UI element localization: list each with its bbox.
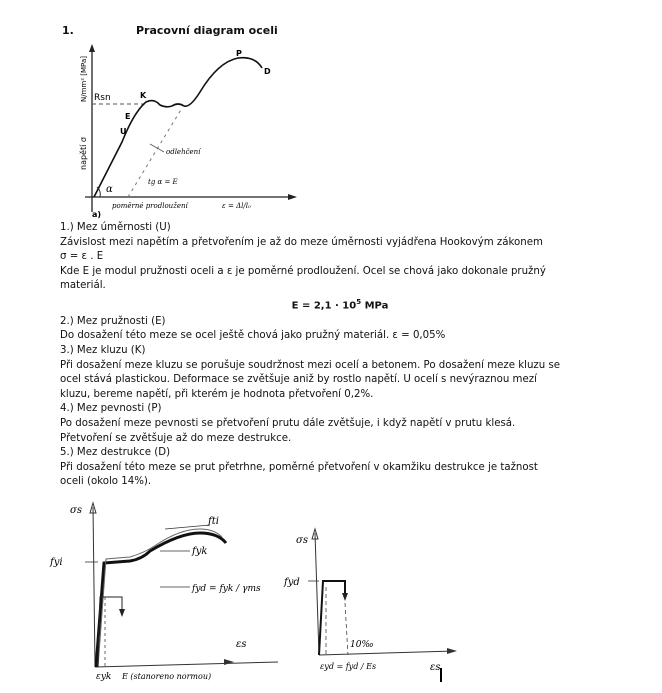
hooke-law: σ = ε . E: [60, 251, 104, 263]
x-axis-arrow: [447, 648, 457, 654]
fti-leader: [165, 525, 210, 529]
text-cursor: [440, 668, 442, 682]
e-note: E (stanoreno normou): [122, 672, 212, 681]
section-2-heading: 2.) Mez pružnosti (E): [60, 315, 166, 327]
formula-base: E = 2,1 · 10: [291, 300, 357, 312]
unloading-label: odlehčení: [166, 148, 201, 156]
eps-yd-label: εyd = fyd / Es: [320, 662, 377, 671]
limit-label: 10‰: [350, 640, 374, 650]
angle-label: α: [106, 184, 113, 195]
x-axis-label: poměrné prodloužení: [112, 202, 188, 210]
fyd-arrow: [119, 609, 125, 617]
slope-label: tg α = E: [148, 178, 178, 186]
fti-label: fti: [208, 516, 219, 527]
x-axis: [95, 662, 278, 667]
panel-label: a): [92, 210, 102, 219]
y-axis-label: napětí σ: [79, 137, 88, 170]
section-3-line: ocel stává plastickou. Deformace se zvětšuje aniž by rostlo napětí. U ocelí s nevýraznou mezí: [60, 374, 537, 386]
formula-exponent: 5: [356, 297, 362, 306]
fyd-label: fyd: [284, 577, 300, 588]
x-axis: [319, 651, 455, 655]
y-axis-label: σs: [70, 505, 82, 516]
section-3-heading: 3.) Mez kluzu (K): [60, 345, 146, 357]
design-arrow: [342, 593, 348, 601]
modulus-formula: [60, 295, 620, 314]
section-5-heading: 5.) Mez destrukce (D): [60, 447, 171, 459]
document-body: [60, 221, 620, 490]
section-5-line: Při dosažení této meze se prut přetrhne, poměrné přetvoření v okamžiku destrukce je tažnost: [60, 461, 538, 473]
section-5-line: oceli (okolo 14%).: [60, 476, 152, 488]
section-4-line: Po dosažení meze pevnosti se přetvoření prutu dále zvětšuje, i když napětí v prutu klesá.: [60, 418, 516, 430]
unloading-leader: [150, 144, 164, 152]
point-e-label: E: [125, 112, 131, 121]
design-diagram: [284, 515, 460, 685]
y-axis: [315, 533, 319, 655]
reinforcement-diagram: [50, 497, 270, 682]
point-k-label: K: [140, 91, 147, 100]
x-axis-formula: ε = Δl/l₀: [222, 202, 251, 210]
section-2-line: Do dosažení této meze se ocel ještě chová jako pružný materiál. ε = 0,05%: [60, 330, 446, 342]
section-3-line: kluzu, bereme napětí, při kterém je hodnota přetvoření 0,2%.: [60, 388, 374, 400]
section-4-heading: 4.) Mez pevnosti (P): [60, 403, 162, 415]
x-axis-label: εs: [430, 662, 441, 673]
y-axis-unit: N/mm² [MPa]: [80, 56, 88, 102]
section-1-line: Závislost mezi napětím a přetvořením je až do meze úměrnosti vyjádřena Hookovým zákonem: [60, 236, 543, 248]
section-1-line: Kde E je modul pružnosti oceli a ε je poměrné prodloužení. Ocel se chová jako dokonale pružný: [60, 265, 546, 277]
formula-unit: MPa: [361, 300, 389, 312]
y-axis-label: σs: [296, 535, 308, 546]
section-1-heading: 1.) Mez úměrnosti (U): [60, 222, 171, 233]
fyi-label: fyi: [50, 557, 63, 568]
point-u-label: U: [120, 127, 127, 136]
eps-yk-label: εyk: [96, 672, 112, 682]
limit-dashed: [345, 603, 348, 655]
fyd-label: fyd = fyk / γms: [192, 584, 261, 594]
design-curve: [319, 581, 345, 655]
section-1-line: materiál.: [60, 280, 106, 292]
section-3-line: Při dosažení meze kluzu se porušuje soudržnost mezi ocelí a betonem. Po dosažení meze kluzu se: [60, 359, 561, 371]
x-axis-arrow: [288, 194, 297, 200]
point-p-label: P: [236, 49, 242, 58]
x-axis-label: εs: [236, 639, 247, 650]
section-4-line: Přetvoření se zvětšuje až do meze destrukce.: [60, 432, 292, 444]
page-title: Pracovní diagram oceli: [136, 24, 278, 37]
fyk-label: fyk: [192, 546, 208, 557]
stress-strain-diagram: [50, 42, 300, 220]
point-d-label: D: [264, 67, 271, 76]
y-axis: [93, 507, 95, 667]
heading-number: 1.: [62, 24, 74, 37]
x-axis-arrow: [224, 659, 234, 665]
rsn-label: Rsn: [94, 93, 111, 103]
y-axis-arrow: [89, 44, 95, 52]
section-heading: [62, 24, 278, 37]
